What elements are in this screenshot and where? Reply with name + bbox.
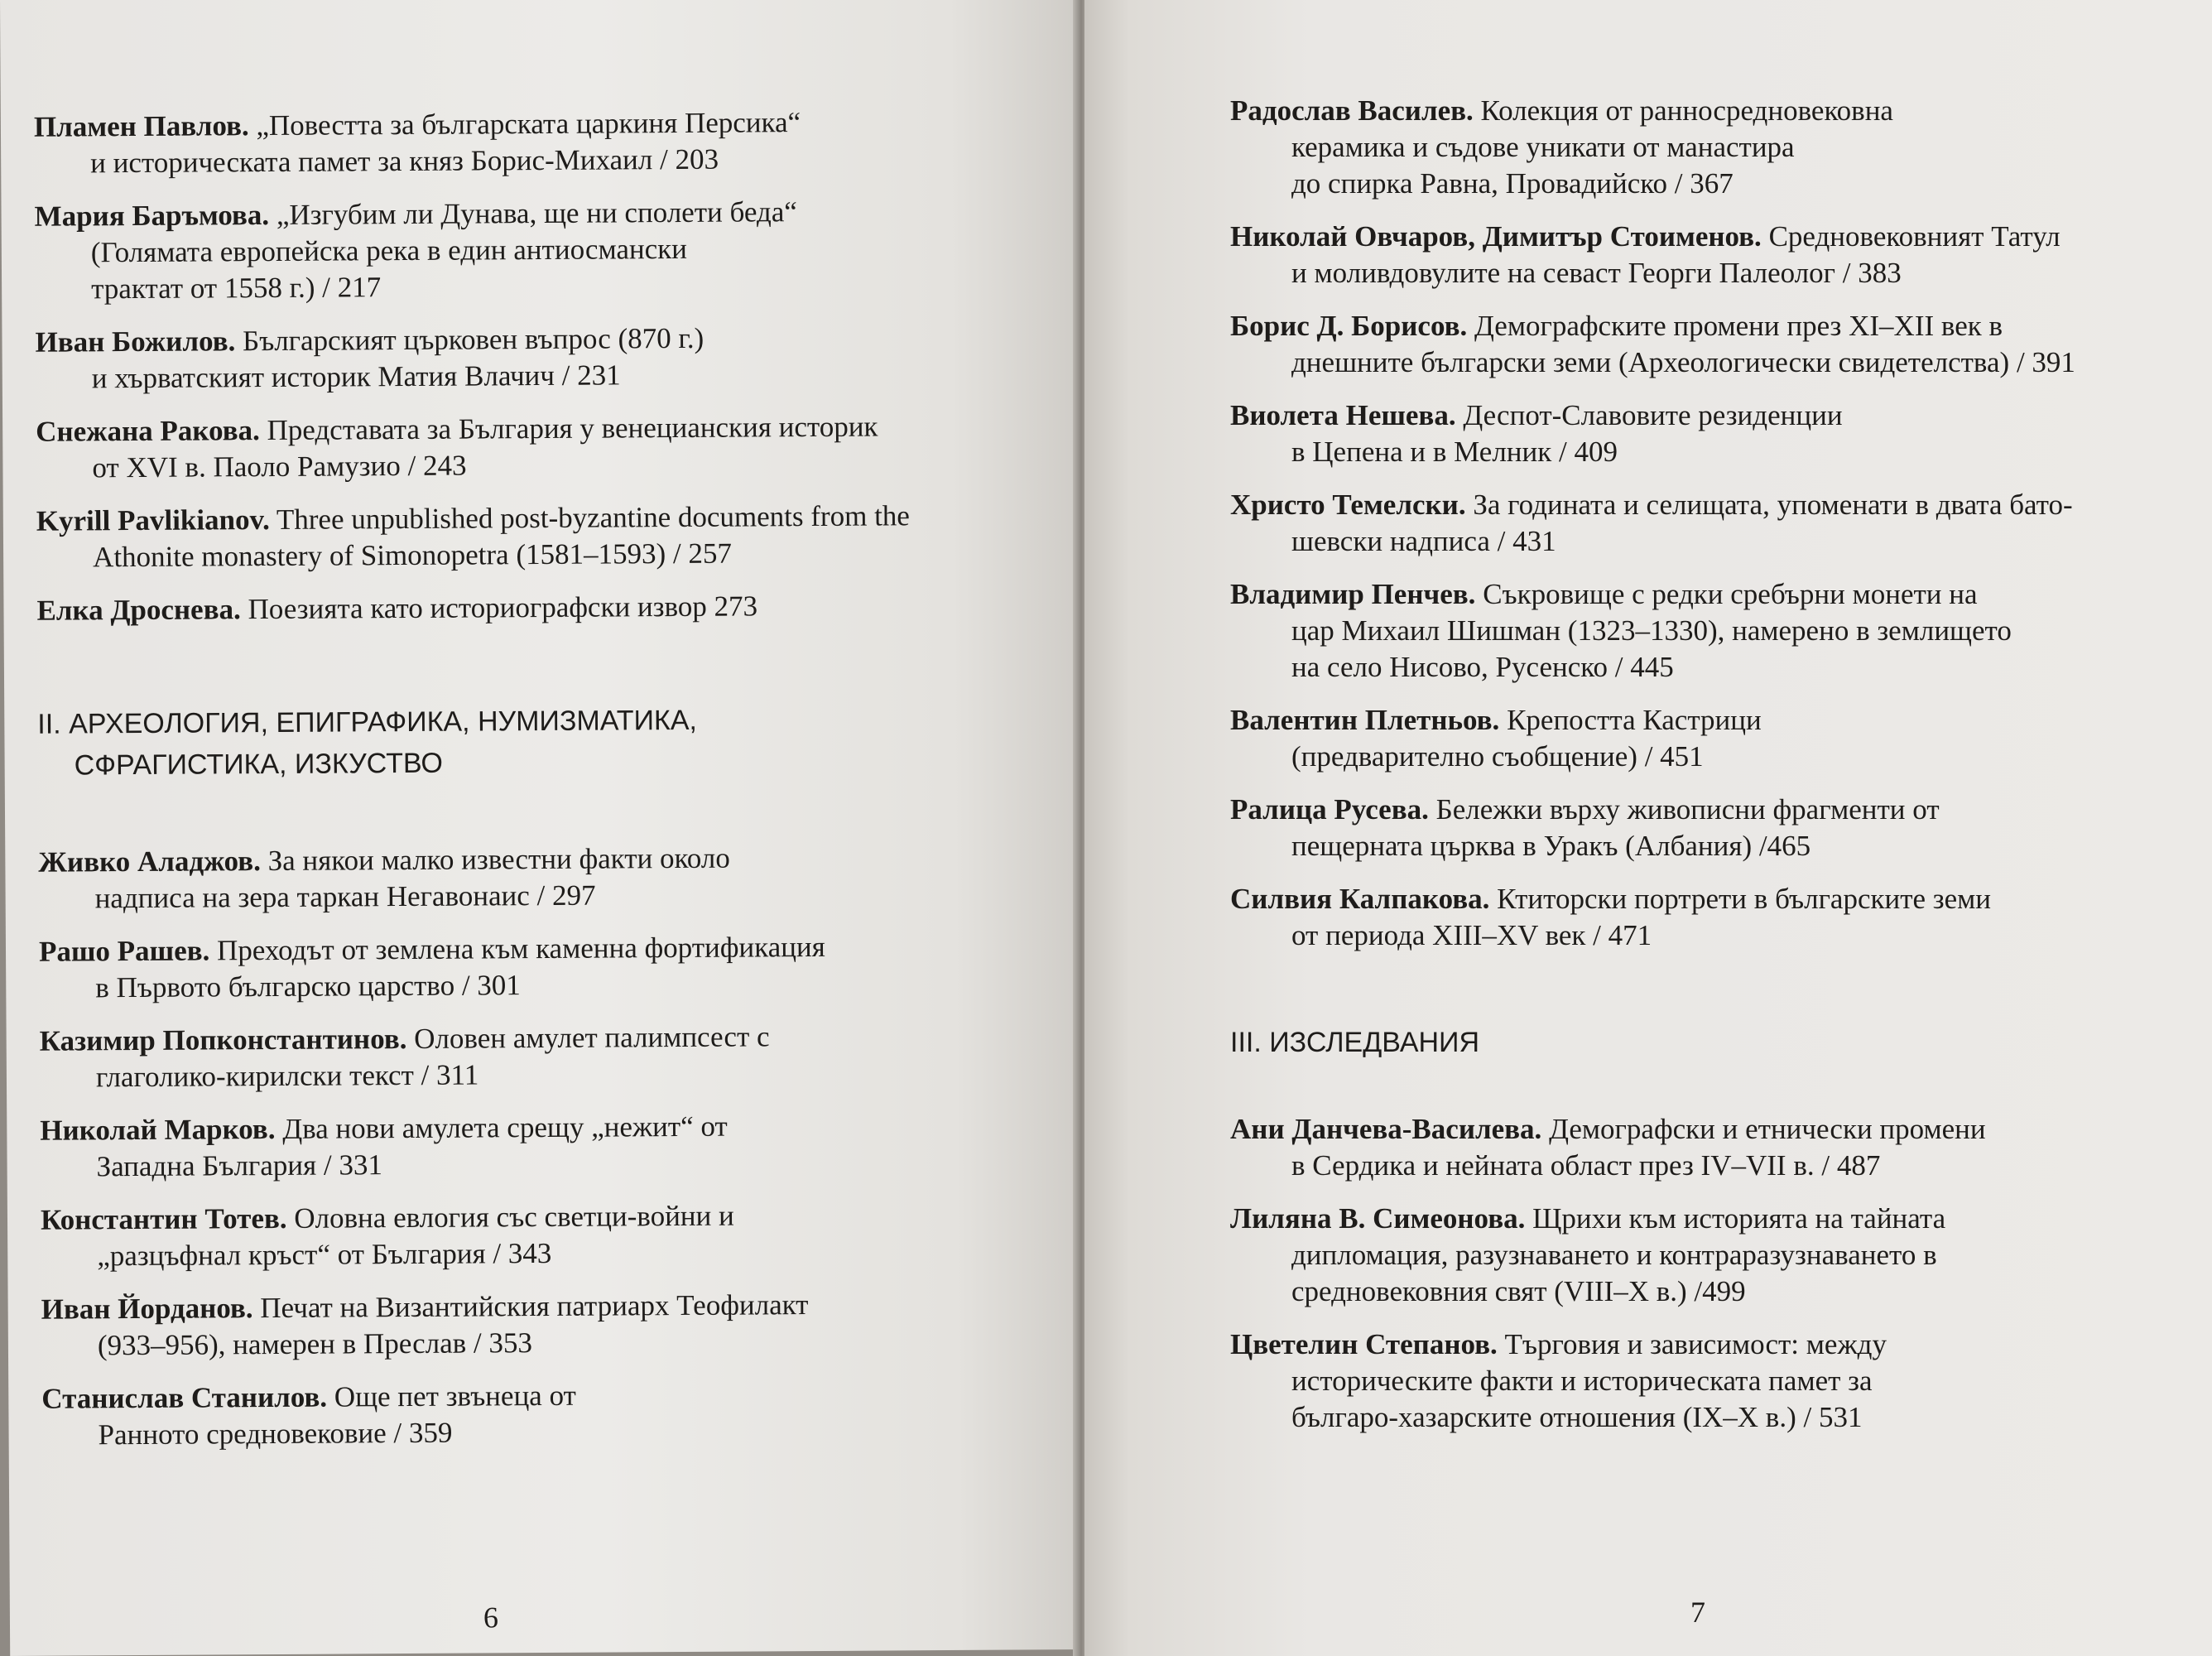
toc-entry-line xyxy=(36,533,1055,576)
toc-entry-title: цар Михаил Шишман (1323–1330), намерено в землището xyxy=(1291,614,2012,647)
toc-entry-title: Щрихи към историята на тайната xyxy=(1532,1202,1946,1235)
toc-entry-title: керамика и съдове уникати от манастира xyxy=(1291,131,1795,163)
toc-entry-title: и хърватският историк Матия Влачич / 231 xyxy=(91,359,621,395)
toc-entry-line xyxy=(35,318,1053,361)
toc-entry-line xyxy=(40,1053,1058,1096)
toc-entry-line xyxy=(34,103,1052,146)
toc-entry-line xyxy=(40,1017,1058,1060)
toc-entry-author: Елка Дроснева. xyxy=(36,593,241,627)
toc-entry-title: За годината и селищата, упоменати в двата бато- xyxy=(1473,489,2073,521)
toc-entry-author: Станислав Станилов. xyxy=(41,1380,328,1415)
toc-entry-title: Два нови амулета срещу „нежит“ от xyxy=(282,1110,728,1145)
toc-entry-line xyxy=(39,927,1057,970)
toc-entry-author: Виолета Нешева. xyxy=(1230,399,1456,431)
toc-entry-title: Оловна евлогия със светци-войни и xyxy=(294,1199,734,1235)
section-heading-research xyxy=(1230,1022,2174,1063)
toc-entry xyxy=(1230,792,2174,864)
toc-entry-line xyxy=(41,1232,1059,1275)
toc-entry-title: Печат на Византийския патриарх Теофилакт xyxy=(260,1288,809,1325)
left-entries-bottom xyxy=(38,838,1060,1453)
toc-entry-title: „Повестта за българската царкиня Персика“ xyxy=(256,106,801,142)
toc-entry-line xyxy=(36,497,1055,540)
toc-entry-line xyxy=(1230,1363,2174,1399)
toc-entry-title: шевски надписа / 431 xyxy=(1291,525,1556,557)
toc-entry-author: Живко Аладжов. xyxy=(38,845,262,879)
toc-entry-title: (предварително съобщение) / 451 xyxy=(1291,740,1704,773)
right-page-column xyxy=(1230,93,2174,1452)
toc-entry xyxy=(34,192,1053,308)
toc-entry-title: историческите факти и историческата памет за xyxy=(1291,1365,1873,1397)
toc-entry xyxy=(38,838,1057,917)
toc-entry-line xyxy=(1230,129,2174,166)
toc-entry xyxy=(1230,576,2174,686)
toc-entry-title: Ктиторски портрети в българските земи xyxy=(1497,883,1992,915)
toc-entry-line xyxy=(41,1196,1059,1239)
toc-entry-title: Демографски и етнически промени xyxy=(1549,1113,1986,1145)
toc-entry-title: Поезията като историографски извор 273 xyxy=(248,590,758,626)
toc-entry-title: в Цепена и в Мелник / 409 xyxy=(1291,436,1618,468)
toc-entry-line xyxy=(1230,792,2174,828)
toc-entry-title: в Първото българско царство / 301 xyxy=(95,969,521,1004)
toc-entry xyxy=(40,1017,1059,1096)
toc-entry xyxy=(1230,1201,2174,1310)
toc-entry xyxy=(1230,881,2174,954)
toc-entry-author: Ралица Русева. xyxy=(1230,793,1429,826)
toc-entry-title: пещерната църква в Уракъ (Албания) /465 xyxy=(1291,830,1811,862)
toc-entry-title: средновековния свят (VIII–X в.) /499 xyxy=(1291,1275,1746,1307)
toc-entry-title: Колекция от ранносредновековна xyxy=(1480,94,1893,127)
toc-entry-title: „разцъфнал кръст“ от България / 343 xyxy=(97,1236,552,1273)
toc-entry-line xyxy=(35,265,1053,308)
toc-entry-title: (Голямата европейска река в един антиосмански xyxy=(90,232,688,269)
section-heading-line: СФРАГИСТИКА, ИЗКУСТВО xyxy=(74,747,444,782)
toc-entry-line xyxy=(1230,739,2174,775)
toc-entry-title: до спирка Равна, Провадийско / 367 xyxy=(1291,167,1734,200)
toc-entry-line xyxy=(40,1143,1058,1186)
toc-entry-line xyxy=(1230,523,2174,560)
toc-entry xyxy=(36,407,1055,487)
toc-entry-line xyxy=(1230,308,2174,344)
toc-entry-author: Пламен Павлов. xyxy=(33,109,249,143)
toc-entry-line xyxy=(1230,917,2174,954)
left-entries-top xyxy=(34,103,1056,629)
toc-entry-line xyxy=(34,139,1052,182)
toc-entry-title: Деспот-Славовите резиденции xyxy=(1463,399,1843,431)
toc-entry-line xyxy=(1230,1201,2174,1237)
toc-entry-line xyxy=(1230,1326,2174,1363)
toc-entry xyxy=(39,927,1058,1007)
toc-entry-author: Валентин Плетньов. xyxy=(1230,704,1500,736)
toc-entry-line xyxy=(34,192,1052,235)
toc-entry-author: Христо Темелски. xyxy=(1230,489,1466,521)
toc-entry-line xyxy=(1230,1273,2174,1310)
toc-entry-line xyxy=(1230,881,2174,917)
toc-entry xyxy=(1230,1326,2174,1436)
toc-entry-line xyxy=(1230,434,2174,470)
toc-entry-line xyxy=(41,1285,1060,1328)
toc-entry-author: Мария Баръмова. xyxy=(34,199,270,233)
toc-entry-line xyxy=(41,1321,1060,1365)
toc-entry-title: Съкровище с редки сребърни монети на xyxy=(1483,578,1978,610)
toc-entry xyxy=(1230,93,2174,202)
toc-entry-line xyxy=(1230,397,2174,434)
toc-entry-line xyxy=(41,1374,1060,1418)
toc-entry xyxy=(40,1106,1059,1186)
toc-entry-line xyxy=(39,964,1057,1007)
toc-entry-title: трактат от 1558 г.) / 217 xyxy=(91,271,382,306)
toc-entry-title: Преходът от землена към каменна фортификация xyxy=(216,930,825,967)
toc-entry-title: и историческата памет за княз Борис-Михаил / 203 xyxy=(90,142,719,180)
toc-entry-line xyxy=(1230,255,2174,291)
toc-entry-line xyxy=(36,444,1054,487)
toc-entry-title: Средновековният Татул xyxy=(1768,220,2061,253)
toc-entry-author: Ани Данчева-Василева. xyxy=(1230,1113,1542,1145)
toc-entry xyxy=(41,1374,1060,1454)
toc-entry-line xyxy=(1230,1237,2174,1273)
toc-entry xyxy=(35,318,1054,397)
toc-entry-title: Демографските промени през XI–XII век в xyxy=(1474,310,2003,342)
toc-entry-line xyxy=(1230,1148,2174,1184)
toc-entry-author: Николай Овчаров, Димитър Стоименов. xyxy=(1230,220,1762,253)
toc-entry-title: българо-хазарските отношения (IX–X в.) / 531 xyxy=(1291,1401,1863,1433)
section-heading-line: III. ИЗСЛЕДВАНИЯ xyxy=(1230,1027,1480,1058)
toc-entry-title: на село Нисово, Русенско / 445 xyxy=(1291,651,1674,683)
toc-entry-line xyxy=(1230,1399,2174,1436)
toc-entry-line xyxy=(1230,649,2174,686)
toc-entry-title: Бележки върху живописни фрагменти от xyxy=(1435,793,1940,826)
toc-entry-line xyxy=(1230,613,2174,649)
toc-entry xyxy=(1230,1111,2174,1184)
toc-entry xyxy=(41,1285,1060,1365)
toc-entry-title: „Изгубим ли Дунава, ще ни сполети беда“ xyxy=(276,195,797,231)
toc-entry-title: от XVI в. Паоло Рамузио / 243 xyxy=(92,449,467,484)
toc-entry-author: Цветелин Степанов. xyxy=(1230,1328,1498,1360)
toc-entry-line xyxy=(1230,702,2174,739)
right-entries-top xyxy=(1230,93,2174,954)
page-number-right: 7 xyxy=(1690,1596,1705,1629)
toc-entry-line xyxy=(38,874,1056,917)
toc-entry-author: Лиляна В. Симеонова. xyxy=(1230,1202,1526,1235)
toc-entry-line xyxy=(1230,219,2174,255)
toc-entry-title: дипломация, разузнаването и контраразузнаването в xyxy=(1291,1239,1937,1271)
toc-entry-line xyxy=(36,407,1054,450)
toc-entry-line xyxy=(36,586,1055,629)
toc-entry-title: Западна България / 331 xyxy=(96,1148,383,1183)
toc-entry xyxy=(36,497,1056,576)
toc-entry-author: Николай Марков. xyxy=(40,1112,276,1147)
right-entries-bottom xyxy=(1230,1111,2174,1436)
toc-entry xyxy=(1230,702,2174,775)
section-heading-line: II. АРХЕОЛОГИЯ, ЕПИГРАФИКА, НУМИЗМАТИКА, xyxy=(37,704,698,740)
page-number-left: 6 xyxy=(483,1601,499,1634)
toc-entry-author: Владимир Пенчев. xyxy=(1230,578,1476,610)
toc-entry-title: глаголико-кирилски текст / 311 xyxy=(95,1058,479,1094)
toc-entry-title: Търговия и зависимост: между xyxy=(1504,1328,1887,1360)
toc-entry xyxy=(1230,219,2174,291)
toc-entry-line xyxy=(1230,93,2174,129)
toc-entry-title: Athonite monastery of Simonopetra (1581–1593) / 257 xyxy=(92,537,733,574)
toc-entry-title: Още пет звънеца от xyxy=(334,1379,576,1413)
toc-entry-title: днешните български земи (Археологически свидетелства) / 391 xyxy=(1291,346,2075,378)
toc-entry-title: Оловен амулет палимпсест с xyxy=(414,1020,770,1055)
toc-entry-author: Рашо Рашев. xyxy=(38,934,210,968)
toc-entry-author: Иван Божилов. xyxy=(35,325,236,359)
toc-entry xyxy=(1230,308,2174,381)
toc-entry-line xyxy=(1230,344,2174,381)
toc-entry-line xyxy=(41,1411,1060,1454)
toc-entry-author: Казимир Попконстантинов. xyxy=(39,1023,407,1057)
toc-entry-title: Българският църковен въпрос (870 г.) xyxy=(242,321,704,358)
toc-entry-author: Kyrill Pavlikianov. xyxy=(36,503,270,537)
toc-entry-line xyxy=(1230,828,2174,864)
toc-entry-line xyxy=(40,1106,1058,1149)
toc-entry-title: в Сердика и нейната област през IV–VII в. / 487 xyxy=(1291,1149,1881,1182)
toc-entry-line xyxy=(35,229,1053,272)
section-heading-archaeology xyxy=(37,697,1056,787)
toc-entry xyxy=(36,586,1055,629)
toc-entry-title: Three unpublished post-byzantine documents from the xyxy=(276,499,911,536)
toc-entry-title: надписа на зера таркан Негавонаис / 297 xyxy=(94,879,596,915)
toc-entry-author: Снежана Ракова. xyxy=(36,414,260,448)
toc-entry-author: Радослав Василев. xyxy=(1230,94,1474,127)
toc-entry-line xyxy=(1230,487,2174,523)
toc-entry xyxy=(41,1196,1060,1275)
toc-entry-title: и моливдовулите на севаст Георги Палеолог / 383 xyxy=(1291,257,1902,289)
toc-entry xyxy=(1230,487,2174,560)
toc-entry-title: За някои малко известни факти около xyxy=(267,841,730,878)
toc-entry-author: Борис Д. Борисов. xyxy=(1230,310,1468,342)
toc-entry-title: Ранното средновековие / 359 xyxy=(98,1416,453,1451)
toc-entry-line xyxy=(1230,166,2174,202)
toc-entry-author: Иван Йорданов. xyxy=(41,1292,253,1326)
toc-entry xyxy=(1230,397,2174,470)
toc-entry-title: от периода XIII–XV век / 471 xyxy=(1291,919,1652,951)
toc-entry-line xyxy=(36,354,1054,397)
toc-entry-title: (933–956), намерен в Преслав / 353 xyxy=(97,1326,533,1362)
toc-entry-line xyxy=(1230,1111,2174,1148)
toc-entry-title: Представата за България у венецианския историк xyxy=(267,410,878,447)
toc-entry-line xyxy=(38,838,1056,881)
left-page-column xyxy=(34,103,1060,1470)
right-page xyxy=(1084,0,2212,1656)
toc-entry-line xyxy=(1230,576,2174,613)
toc-entry-author: Силвия Калпакова. xyxy=(1230,883,1490,915)
toc-entry-author: Константин Тотев. xyxy=(40,1201,287,1236)
toc-entry xyxy=(34,103,1053,182)
left-page xyxy=(0,0,1088,1656)
toc-entry-title: Крепостта Кастрици xyxy=(1507,704,1762,736)
